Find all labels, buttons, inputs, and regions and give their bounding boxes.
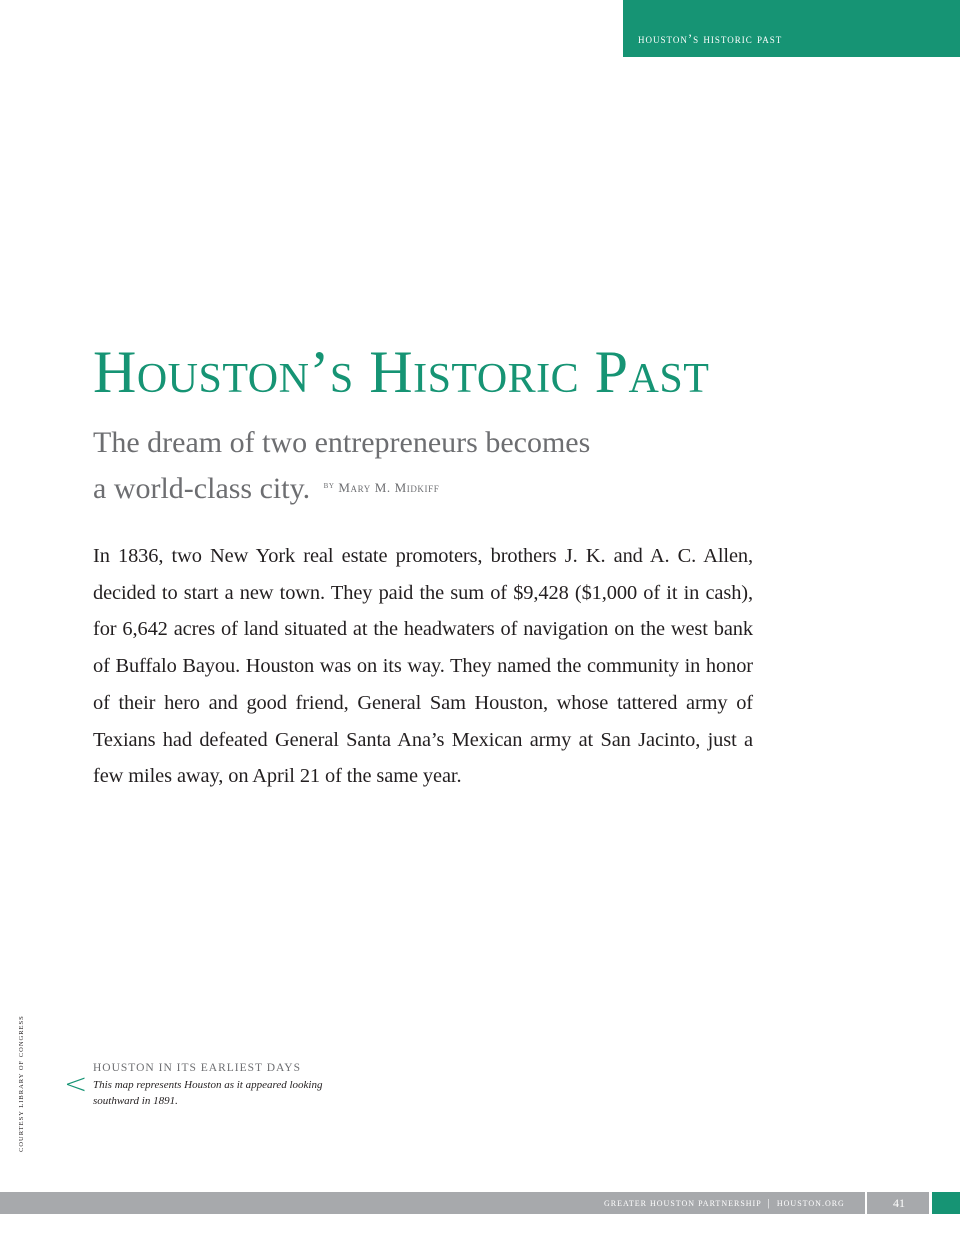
footer-separator [865, 1192, 867, 1214]
caption-title: HOUSTON IN ITS EARLIEST DAYS [93, 1062, 301, 1074]
footer-accent-block [932, 1192, 960, 1214]
footer-divider: | [767, 1197, 771, 1209]
footer-website: HOUSTON.ORG [776, 1198, 845, 1208]
photo-credit: COURTESY LIBRARY OF CONGRESS [18, 1015, 25, 1152]
section-tab [623, 0, 960, 57]
byline [324, 465, 440, 513]
section-label: houston’s historic past [638, 30, 783, 46]
article-title: Houston’s Historic Past [93, 339, 710, 405]
footer-text [604, 1192, 845, 1214]
footer-organization: GREATER HOUSTON PARTNERSHIP [604, 1198, 762, 1208]
page-number: 41 [893, 1195, 905, 1210]
author-name: Mary M. Midkiff [338, 480, 440, 496]
article-body: In 1836, two New York real estate promoters, brothers J. K. and A. C. Allen, decided to start a new town. They paid the sum of $9,428 ($1,000 of it in cash), for 6,642 acres of land situated at the headwaters of navigation on the west bank of Buffalo Bayou. Houston was on its way. They named the community in honor of their hero and good friend, General Sam Houston, whose tattered army of Texians had defeated General Santa Ana’s Mexican army at San Jacinto, just a few miles away, on April 21 of the same year. [93, 545, 753, 788]
byline-prefix: BY [323, 482, 335, 491]
subtitle-line-1: The dream of two entrepreneurs becomes [93, 426, 591, 459]
subtitle-line-2-text: a world-class city. [93, 472, 311, 505]
caption-text: This map represents Houston as it appeared looking southward in 1891. [93, 1079, 323, 1107]
subtitle-line-2 [93, 466, 713, 515]
caption-arrow-icon: < [64, 1067, 88, 1100]
article-subtitle [93, 420, 713, 515]
